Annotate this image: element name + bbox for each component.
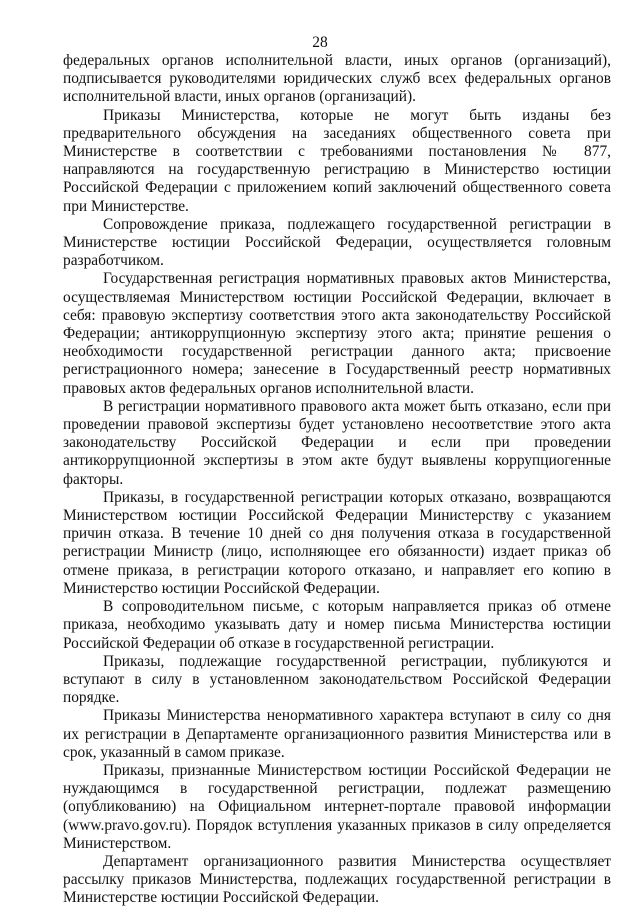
page-number: 28: [312, 34, 328, 51]
paragraph-2: Приказы Министерства, которые не могут быть изданы без предварительного обсуждения на заседаниях общественного совета при Министерстве в соответствии с требованиями постановления № 877, направляются на государственную регистрацию в Министерство юстиции Российской Федерации с приложением копий заключений общественного совета при Министерстве.: [63, 106, 611, 215]
paragraph-8: Приказы, подлежащие государственной регистрации, публикуются и вступают в силу в установленном законодательством Российской Федерации порядке.: [63, 652, 611, 707]
paragraph-10: Приказы, признанные Министерством юстиции Российской Федерации не нуждающимся в государственной регистрации, подлежат размещению (опубликованию) на Официальном интернет-портале правовой информации (www.pravo.gov.ru). Порядок вступления указанных приказов в силу определяется Министерством.: [63, 761, 611, 852]
paragraph-6: Приказы, в государственной регистрации которых отказано, возвращаются Министерством юстиции Российской Федерации Министерству с указанием причин отказа. В течение 10 дней со дня получения отказа в государственной регистрации Министр (лицо, исполняющее его обязанности) издает приказ об отмене приказа, в регистрации которого отказано, и направляет его копию в Министерство юстиции Российской Федерации.: [63, 488, 611, 597]
paragraph-1: федеральных органов исполнительной власти, иных органов (организаций), подписывается руководителями юридических служб всех федеральных органов исполнительной власти, иных органов (организаций).: [63, 52, 611, 106]
paragraph-4: Государственная регистрация нормативных правовых актов Министерства, осуществляемая Министерством юстиции Российской Федерации, включает в себя: правовую экспертизу соответствия этого акта законодательству Российской Федерации; антикоррупционную экспертизу этого акта; принятие решения о необходимости государственной регистрации данного акта; присвоение регистрационного номера; занесение в Государственный реестр нормативных правовых актов федеральных органов исполнительной власти.: [63, 270, 611, 397]
paragraph-5: В регистрации нормативного правового акта может быть отказано, если при проведении правовой экспертизы будет установлено несоответствие этого акта законодательству Российской Федерации и если при проведении антикоррупционной экспертизы в этом акте будут выявлены коррупциогенные факторы.: [63, 397, 611, 488]
document-body: [63, 52, 611, 908]
paragraph-9: Приказы Министерства ненормативного характера вступают в силу со дня их регистрации в Департаменте организационного развития Министерства или в срок, указанный в самом приказе.: [63, 707, 611, 761]
paragraph-11: Департамент организационного развития Министерства осуществляет рассылку приказов Министерства, подлежащих государственной регистрации в Министерстве юстиции Российской Федерации.: [63, 852, 611, 907]
paragraph-7: В сопроводительном письме, с которым направляется приказ об отмене приказа, необходимо указывать дату и номер письма Министерства юстиции Российской Федерации об отказе в государственной регистрации.: [63, 598, 611, 652]
paragraph-3: Сопровождение приказа, подлежащего государственной регистрации в Министерстве юстиции Российской Федерации, осуществляется головным разработчиком.: [63, 215, 611, 270]
